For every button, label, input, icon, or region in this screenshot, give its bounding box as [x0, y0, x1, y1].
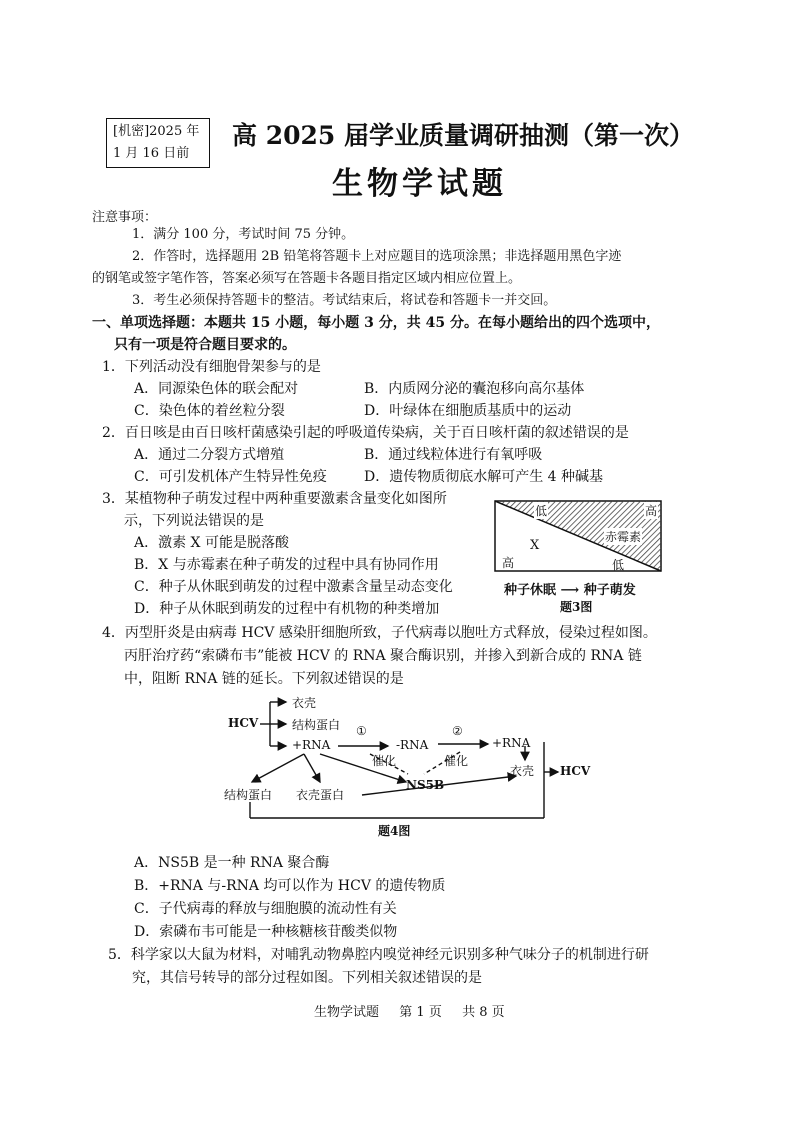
- option-b: B．内质网分泌的囊泡移向高尔基体: [364, 381, 585, 397]
- option-d: D．遗传物质彻底水解可产生 4 种碱基: [364, 469, 604, 485]
- option-a: A．NS5B 是一种 RNA 聚合酶: [134, 855, 330, 871]
- fig4-capsid-top: 衣壳: [292, 696, 317, 710]
- fig3-caption: 题3图: [560, 600, 593, 614]
- confidential-box: [106, 118, 210, 168]
- footer-total: 共 8 页: [462, 1005, 505, 1020]
- subject-title: 生物学试题: [332, 166, 507, 202]
- page-footer: [314, 1001, 505, 1020]
- fig4-hcv-right: HCV: [560, 764, 591, 778]
- fig3-label-low-top: 低: [535, 504, 548, 518]
- note-item: 2．作答时，选择题用 2B 铅笔将答题卡上对应题目的选项涂黑；非选择题用黑色字迹: [132, 249, 622, 264]
- fig4-catalyze1: 催化: [372, 754, 397, 768]
- option-d: D．种子从休眠到萌发的过程中有机物的种类增加: [134, 601, 440, 617]
- confidential-line2: 1 月 16 日前: [113, 146, 190, 161]
- option-d: D．叶绿体在细胞质基质中的运动: [364, 403, 572, 419]
- fig3-axis-right: 种子萌发: [583, 583, 636, 598]
- fig3-label-x: X: [530, 538, 540, 553]
- footer-subject: 生物学试题: [314, 1005, 380, 1020]
- fig4-plus-rna-right: +RNA: [492, 736, 531, 750]
- fig4-catalyze2: 催化: [444, 754, 469, 768]
- section-heading: 一、单项选择题：本题共 15 小题，每小题 3 分，共 45 分。在每小题给出的四个选项中，: [92, 315, 660, 331]
- question-stem-cont: 丙肝治疗药“索磷布韦”能被 HCV 的 RNA 聚合酶识别，并掺入到新合成的 RNA 链: [124, 648, 642, 664]
- figure-4: [220, 690, 600, 840]
- fig4-minus-rna: -RNA: [396, 738, 429, 752]
- fig4-struct-protein-top: 结构蛋白: [292, 718, 341, 732]
- option-a: A．同源染色体的联会配对: [134, 381, 299, 397]
- option-b: B．通过线粒体进行有氧呼吸: [364, 447, 543, 463]
- confidential-line1: [机密]2025 年: [113, 124, 200, 139]
- question-stem: 3．某植物种子萌发过程中两种重要激素含量变化如图所: [102, 491, 447, 507]
- fig3-label-low-bottom: 低: [612, 558, 625, 572]
- question-stem: 2．百日咳是由百日咳杆菌感染引起的呼吸道传染病，关于百日咳杆菌的叙述错误的是: [102, 425, 629, 441]
- fig4-step2: ②: [452, 724, 463, 738]
- fig3-label-high-left: 高: [502, 556, 515, 570]
- figure-4-diagram: [220, 690, 600, 840]
- option-a: A．激素 X 可能是脱落酸: [134, 535, 289, 551]
- note-item: 的钢笔或签字笔作答，答案必须写在答题卡各题目指定区域内相应位置上。: [92, 271, 522, 286]
- arrow-right-icon: ⟶: [560, 583, 580, 598]
- option-d: D．索磷布韦可能是一种核糖核苷酸类似物: [134, 924, 398, 940]
- option-c: C．染色体的着丝粒分裂: [134, 403, 285, 419]
- fig4-capsid-protein-bottom: 衣壳蛋白: [296, 788, 345, 802]
- question-stem-cont: 中，阻断 RNA 链的延长。下列叙述错误的是: [124, 671, 404, 687]
- fig3-label-high-top: 高: [645, 504, 658, 518]
- fig4-struct-protein-bottom: 结构蛋白: [224, 788, 273, 802]
- figure-3: [494, 500, 664, 618]
- option-b: B．+RNA 与-RNA 均可以作为 HCV 的遗传物质: [134, 878, 446, 894]
- option-c: C．可引发机体产生特异性免疫: [134, 469, 327, 485]
- fig4-plus-rna: +RNA: [292, 738, 331, 752]
- exam-title: 高 2025 届学业质量调研抽测（第一次）: [232, 121, 694, 150]
- option-b: B．X 与赤霉素在种子萌发的过程中具有协同作用: [134, 557, 439, 573]
- question-stem: 4．丙型肝炎是由病毒 HCV 感染肝细胞所致，子代病毒以胞吐方式释放，侵染过程如图。: [102, 625, 657, 641]
- footer-page: 第 1 页: [399, 1005, 442, 1020]
- option-c: C．种子从休眠到萌发的过程中激素含量呈动态变化: [134, 579, 453, 595]
- notes-heading: 注意事项：: [92, 210, 158, 225]
- question-stem-cont: 究，其信号转导的部分过程如图。下列相关叙述错误的是: [132, 970, 482, 986]
- question-stem-cont: 示，下列说法错误的是: [124, 513, 264, 529]
- note-item: 3．考生必须保持答题卡的整洁。考试结束后，将试卷和答题卡一并交回。: [132, 293, 557, 308]
- note-item: 1．满分 100 分，考试时间 75 分钟。: [132, 227, 355, 242]
- fig3-axis: [504, 579, 636, 598]
- fig3-axis-left: 种子休眠: [504, 583, 557, 598]
- fig4-step1: ①: [356, 724, 367, 738]
- section-heading-cont: 只有一项是符合题目要求的。: [114, 337, 296, 353]
- fig4-hcv-left: HCV: [228, 716, 259, 730]
- fig3-label-gibberellin: 赤霉素: [605, 530, 642, 544]
- fig4-caption: 题4图: [378, 824, 411, 838]
- option-c: C．子代病毒的释放与细胞膜的流动性有关: [134, 901, 397, 917]
- fig4-capsid-right: 衣壳: [510, 764, 535, 778]
- fig4-ns5b: NS5B: [406, 778, 445, 792]
- option-a: A．通过二分裂方式增殖: [134, 447, 285, 463]
- question-stem: 5．科学家以大鼠为材料，对哺乳动物鼻腔内嗅觉神经元识别多种气味分子的机制进行研: [108, 947, 649, 963]
- question-stem: 1．下列活动没有细胞骨架参与的是: [102, 359, 321, 375]
